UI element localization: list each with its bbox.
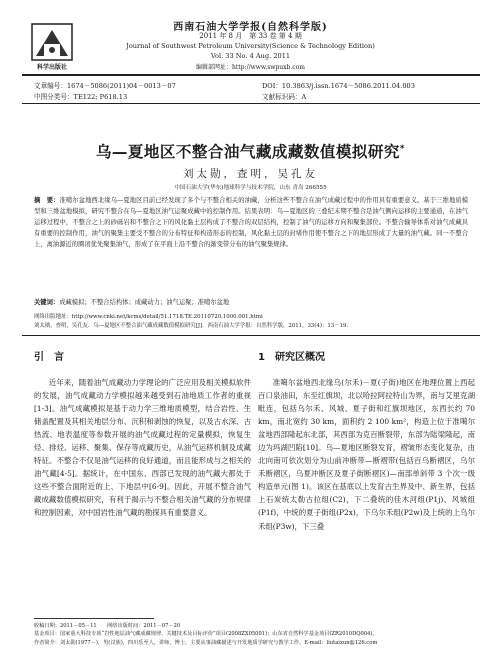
online-url: 网络出版地址：http://www.cnki.net/kcms/detail/51.1718.TE.20110720.1000.001.html — [34, 314, 263, 320]
footnote-rule — [34, 618, 154, 619]
article-number: 文章编号：1674－5086(2011)04－0013－07 — [34, 82, 176, 90]
meta-rule — [22, 103, 480, 104]
journal-website: 编辑部网址：http://www.swpuxb.com — [196, 64, 305, 71]
clc-number: 中图分类号：TE122; P618.13 — [34, 93, 128, 101]
keywords — [34, 297, 468, 306]
document-code: 文献标识码：A — [262, 93, 307, 101]
intro-paragraph: 近年来，随着油气成藏动力学理论的广泛应用及相关模拟软件的发展，油气成藏动力学模拟越来越受到石油地质工作者的重视[1-3]。油气成藏模拟是基于动力学三维地质模型，结合岩性、生储盖配置及其相关地层分布、沉积和剥蚀的恢复，以及古水深、古热流、地表温度等参数开展的油气成藏过程的定量模拟，恢复生烃、排烃、运移、聚集、保存等成藏历史，从油气运移机制及成藏特征。不整合不仅是油气运移的良好通道，而且能形成与之相关的油气藏[4-5]。据统计，在中国东、西部已发现的油气藏大都处于这些不整合面附近的上、下地层中[6-9]。因此，开展不整合油气藏成藏数值模拟研究，有利于揭示与不整合相关油气藏的分布规律和控制因素，对中国岩性油气藏的勘探具有重要意义。 — [34, 378, 251, 518]
abstract-label: 摘 要： — [34, 197, 60, 204]
abstract-text: 准噶尔盆地西北缘乌—夏地区目前已经发现了多个与不整合相关的油藏，分析这些不整合在油气成藏过程中的作用具有重要意义。基于三维地质模型和三维盆地模拟，研究不整合在乌—夏地区油气运聚成藏中的控制作用。结果表明：乌—夏地区的三叠纪末期不整合是油气侧向运移的主要通道，在油气运移过程中，不整合之上的砂砾岩和不整合之下的风化黏土层构成了不整合的双层结构，控制了油气的运移方向和聚集部位。不整合输导体系对油气成藏具有重要的控制作用，油气的聚集主要受不整合的分布特征和构造形态的控制，风化黏土层的封堵作用使不整合之下的地层形成了大量的油气藏。同一不整合上，离油源近的圈闭优先聚集油气，形成了在平面上沿不整合的渐变带分布的油气聚集规律。 — [34, 197, 469, 248]
publisher-logo-label: 科学出版社 — [36, 64, 67, 71]
article-title-text: 乌—夏地区不整合油气藏成藏数值模拟研究 — [95, 143, 400, 161]
journal-issue-cn: 2011 年 8 月 第 33 卷 第 4 期 — [199, 32, 302, 40]
authors: 刘太勋，查明，吴孔友 — [183, 168, 318, 180]
section1-paragraph: 准噶尔盆地西北缘乌(尔禾)－夏(子街)地区在地理位置上西起百口泉油田，东至红旗坝，北以哈拉阿拉特山为界，南与艾里克湖毗连，包括乌尔禾、风城、夏子街和红旗坝地区，东西长约 70 km，南北宽约 30 km，面积约 2 100 km²，构造上位于准噶尔盆地西部隆起东北部，其西部为克百断裂带，东部为陆梁隆起，南边为玛湖凹陷[10]。乌—夏地区断裂发育，褶皱形态变化复杂，由北向南可依次划分为山前冲断带—断褶带(包括百乌断褶区，乌尔禾断褶区，乌夏冲断区及夏子街断褶区)—南部单斜带 3 个次一级构造单元(图 1)。该区在基底以上发育古生界及中、新生界，包括上石炭统太勒古拉组(C2)，下二叠统的佳木河组(P1j)、风城组(P1f)，中统的夏子街组(P2x)，下乌尔禾组(P2w)及上统的上乌尔禾组(P3w)，下三叠 — [258, 378, 475, 531]
intro-heading: 引 言 — [34, 352, 64, 363]
section1-heading: 1 研究区概况 — [258, 352, 325, 363]
affiliation: 中国石油大学(华东)地球科学与技术学院，山东 青岛 266555 — [174, 185, 327, 191]
title-footnote-mark: * — [399, 143, 406, 154]
keywords-label: 关键词： — [34, 299, 60, 306]
abstract-rule — [22, 335, 480, 336]
journal-name-cn: 西南石油大学学报(自然科学版) — [173, 22, 328, 33]
header-rule — [22, 74, 480, 76]
received-date: 收稿日期：2011－05－11 网络出版时间：2011－07－20 — [34, 623, 181, 629]
intro-body — [34, 376, 251, 520]
article-title — [0, 140, 501, 162]
journal-volume-en: Vol. 33 No. 4 Aug. 2011 — [210, 52, 291, 60]
reference-format: 刘太勋，查明，吴孔友．乌—夏地区不整合油气藏成藏数值模拟研究[J]．西南石油大学学报：自然科学版，2011，33(4)：13－19． — [34, 323, 352, 329]
section1-body — [258, 376, 475, 533]
funding: 基金项目：国家重大科技专项“岩性地层油气藏成藏规律、关键技术及目标评价”项目(2008ZX05001)；山东省自然科学基金项目(ZR2010DQ004)。 — [34, 631, 378, 638]
footnote — [34, 622, 468, 647]
author-bio: 作者简介：刘太勋(1977－)，男(汉族)，四川乐至人，讲师，博士，主要从事油藏描述与开发地质学研究与教学工作。E-mail：liutaixun@126.com — [34, 639, 378, 646]
citation-block — [34, 313, 468, 331]
abstract — [34, 196, 468, 251]
doi: DOI：10.3863/j.issn.1674－5086.2011.04.003 — [262, 82, 415, 90]
journal-name-en: Journal of Southwest Petroleum University(Science & Technology Edition) — [126, 42, 375, 50]
keywords-text: 成藏模拟；不整合结构体；成藏动力；油气运聚；准噶尔盆地 — [59, 299, 230, 306]
